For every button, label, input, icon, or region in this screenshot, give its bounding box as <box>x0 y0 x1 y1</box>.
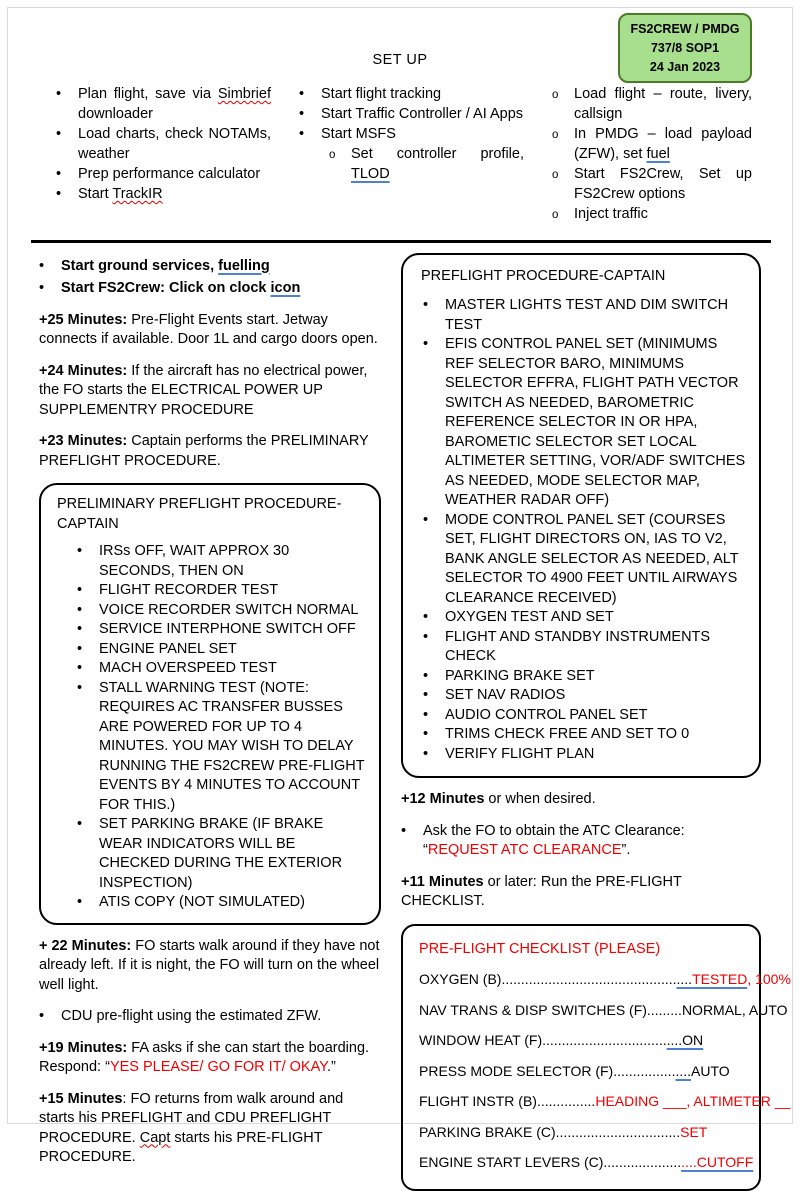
list-item-text <box>61 279 381 299</box>
text-run: ATIS COPY (NOT SIMULATED) <box>99 894 305 910</box>
bullet-disc-icon: • <box>39 257 45 274</box>
text-run: : FO returns from walk around and starts his PREFLIGHT and CDU PREFLIGHT PROCEDURE. <box>39 1090 344 1146</box>
text-run: AUTO <box>691 1062 730 1079</box>
text-run: ................................ <box>542 1032 667 1048</box>
list-item-text <box>574 124 752 164</box>
text-run: ENGINE START LEVERS (C) <box>419 1154 604 1170</box>
text-run: YES PLEASE/ GO FOR IT/ OKAY <box>109 1059 327 1075</box>
bullet-disc-icon: • <box>56 166 62 182</box>
procedure-item <box>55 815 367 893</box>
text-run: Start FS2Crew: Click on clock <box>61 280 271 296</box>
text-run: ......... <box>646 1001 682 1018</box>
text-run: FA asks if she can start the boarding. Respond: “ <box>39 1039 370 1075</box>
bullet-circle-icon: o <box>552 169 559 181</box>
text-run: , 100% <box>747 971 791 987</box>
text-run: MASTER LIGHTS TEST AND DIM SWITCH TEST <box>445 297 729 333</box>
list-item-text <box>99 542 367 581</box>
text-run: or when desired. <box>484 791 596 807</box>
link-text[interactable]: ....ON <box>666 1032 704 1048</box>
setup-column-3 <box>552 84 752 224</box>
text-run: ”. <box>621 842 631 858</box>
text-run: HEADING ___, ALTIMETER __ <box>595 1093 791 1109</box>
bullet-disc-icon: • <box>56 126 62 142</box>
text-run: SET NAV RADIOS <box>445 687 566 703</box>
checklist-rows <box>417 970 791 1173</box>
text-run: STALL WARNING TEST (NOTE: REQUIRES AC TRANSFER BUSSES ARE POWERED FOR UP TO 4 MINUTES. YOU MAY WISH TO DELAY RUNNING THE FS2CREW PRE-FLIGHT EVENTS BY 4 MINUTES TO ACCOUNT FOR THIS.) <box>99 679 365 813</box>
setup-item <box>56 84 271 124</box>
text-run: CDU pre-flight using the estimated ZFW. <box>61 1008 322 1024</box>
timeline-paragraph-19 <box>39 1039 381 1078</box>
text-run: SET <box>680 1123 708 1140</box>
text-run: Start Traffic Controller / AI Apps <box>321 106 524 122</box>
bullet-disc-icon: • <box>77 679 83 696</box>
text-run: Load charts, check NOTAMs, weather <box>78 126 271 162</box>
text-run: EFIS CONTROL PANEL SET (MINIMUMS REF SELECTOR BARO, MINIMUMS SELECTOR EFFRA, FLIGHT PATH VECTOR SWITCH AS NEEDED, BAROMETRIC REFERENCE SELECTOR IN OR HPA, BAROMETIC SELECTOR SET LOCAL ALTIMETER SETTING, VOR/ADF SWITCHES AS NEEDED, MODE SELECTOR MAP, WEATHER RADAR OFF) <box>445 336 746 508</box>
timeline-paragraph-23 <box>39 432 381 471</box>
list-item-text <box>445 511 747 609</box>
atc-clearance-list <box>401 822 761 861</box>
link-text[interactable]: ....CUTOFF <box>681 1154 754 1170</box>
badge-line-1: FS2CREW / PMDG <box>630 22 740 36</box>
list-item-text <box>61 257 381 277</box>
text-run: +24 Minutes: <box>39 362 128 379</box>
bullet-disc-icon: • <box>77 640 83 657</box>
setup-item <box>552 204 752 224</box>
text-run: Pre-Flight Events start. Jetway connects if available. Door 1L and cargo doors open. <box>39 311 378 347</box>
bullet-circle-icon: o <box>552 129 559 141</box>
bullet-disc-icon: • <box>39 280 45 296</box>
list-item-text <box>321 104 524 124</box>
bullet-disc-icon: • <box>77 543 83 559</box>
text-run: PARKING BRAKE (C) <box>419 1123 556 1140</box>
text-run: downloader <box>78 106 153 122</box>
text-run: WINDOW HEAT (F) <box>419 1032 543 1048</box>
text-run: FO starts walk around if they have not already left. If it is night, the FO will turn on the wheel well light. <box>39 937 380 993</box>
text-run: FLIGHT RECORDER TEST <box>99 582 279 598</box>
bullet-disc-icon: • <box>299 106 305 122</box>
setup-column-1 <box>56 84 271 224</box>
list-item-text <box>445 725 747 745</box>
list-item-text <box>99 679 367 816</box>
text-run: OXYGEN TEST AND SET <box>445 609 614 625</box>
text-run: FLIGHT AND STANDBY INSTRUMENTS CHECK <box>445 628 711 664</box>
setup-item <box>552 84 752 124</box>
text-run: VERIFY FLIGHT PLAN <box>445 745 595 762</box>
badge-line-2: 737/8 SOP1 <box>650 40 720 55</box>
text-run: NORMAL, AUTO <box>681 1001 788 1018</box>
bullet-disc-icon: • <box>423 609 429 625</box>
procedure-item <box>417 296 747 335</box>
checklist-row <box>419 970 791 990</box>
bullet-disc-icon: • <box>423 745 429 762</box>
list-item-text <box>99 601 367 621</box>
bullet-disc-icon: • <box>77 582 83 598</box>
preflight-checklist-box <box>401 924 791 1191</box>
text-run: Start ground services, <box>61 257 219 274</box>
section-divider <box>31 240 771 243</box>
bullet-disc-icon: • <box>56 86 62 102</box>
list-item-text <box>445 667 747 687</box>
text-run: Start flight tracking <box>321 86 442 102</box>
text-run: .” <box>326 1059 336 1075</box>
link-text[interactable]: .... <box>675 1062 692 1079</box>
bullet-circle-icon: o <box>552 209 559 221</box>
list-item-text <box>99 581 367 601</box>
bullet-disc-icon: • <box>77 816 83 832</box>
list-item-text <box>419 1063 730 1079</box>
text-run: Prep performance calculator <box>78 166 261 182</box>
checklist-row <box>419 1001 788 1021</box>
procedure-item <box>417 706 747 726</box>
list-item-text <box>445 335 747 511</box>
link-text[interactable]: fuelling <box>218 257 270 274</box>
text-run: ................ <box>613 1062 676 1079</box>
list-item-text <box>419 1032 703 1048</box>
checklist-row <box>419 1031 747 1051</box>
text-run: starts his PRE-FLIGHT PROCEDURE. <box>39 1129 323 1165</box>
procedure-item <box>55 601 367 621</box>
box-title: PRELIMINARY PREFLIGHT PROCEDURE-CAPTAIN <box>57 496 342 532</box>
action-item <box>39 1007 381 1027</box>
bullet-disc-icon: • <box>77 894 83 910</box>
text-run: Start FS2Crew, Set up FS2Crew options <box>574 166 752 202</box>
text-run: Set controller profile, <box>351 146 524 162</box>
timeline-paragraph-25 <box>39 311 381 350</box>
bullet-disc-icon: • <box>423 628 429 645</box>
text-run: Captain performs the PRELIMINARY PREFLIGHT PROCEDURE. <box>39 433 369 469</box>
text-run: ................................ <box>555 1123 681 1140</box>
procedure-item <box>417 667 747 687</box>
text-run: or later: Run the PRE-FLIGHT CHECKLIST. <box>401 873 682 909</box>
bullet-disc-icon: • <box>423 336 429 352</box>
text-run: AUDIO CONTROL PANEL SET <box>445 706 648 723</box>
list-item-text <box>423 822 761 861</box>
list-item-text <box>99 620 367 640</box>
bullet-disc-icon: • <box>423 726 429 742</box>
procedure-item <box>417 628 747 667</box>
list-item-text <box>78 164 271 184</box>
checklist-title: PRE-FLIGHT CHECKLIST (PLEASE) <box>419 940 661 957</box>
procedure-item <box>55 640 367 660</box>
setup-item <box>56 184 271 204</box>
procedure-item <box>55 893 367 913</box>
procedure-item <box>417 335 747 511</box>
text-run: Ask the FO to obtain the ATC Clearance: “ <box>423 822 685 858</box>
text-run: Capt <box>139 1129 171 1146</box>
list-item-text <box>61 1007 381 1027</box>
text-run: Plan flight, save via <box>78 86 218 102</box>
text-run: IRSs OFF, WAIT APPROX 30 SECONDS, THEN ON <box>99 543 290 579</box>
text-run: PRESS MODE SELECTOR (F) <box>419 1062 614 1079</box>
preliminary-procedure-list <box>55 542 367 913</box>
text-run: Start <box>78 186 113 202</box>
text-run: Simbrief <box>217 86 271 102</box>
action-item <box>39 257 381 277</box>
list-item-text <box>574 164 752 204</box>
text-run: Load flight – route, livery, callsign <box>574 86 752 122</box>
text-run: PARKING BRAKE SET <box>445 667 595 684</box>
list-item-text <box>99 640 367 660</box>
list-item-text <box>419 1154 753 1170</box>
setup-item <box>552 124 752 164</box>
list-item-text <box>445 706 747 726</box>
bullet-circle-icon: o <box>329 149 336 161</box>
text-run: ............... <box>536 1093 596 1109</box>
text-run: MODE CONTROL PANEL SET (COURSES SET, FLIGHT DIRECTORS ON, IAS TO V2, BANK ANGLE SELECTOR AS NEEDED, ALT SELECTOR TO 4900 FEET UNTIL AIRWAYS CLEARANCE RECEIVED) <box>445 511 739 606</box>
list-item-text <box>351 144 524 184</box>
procedure-item <box>55 542 367 581</box>
list-item-text <box>78 124 271 164</box>
list-item-text <box>99 893 367 913</box>
setup-item <box>299 124 524 144</box>
text-run: If the aircraft has no electrical power, the FO starts the ELECTRICAL POWER UP SUPPLEMENTRY PROCEDURE <box>39 362 368 418</box>
bullet-disc-icon: • <box>423 706 429 723</box>
text-run: In PMDG – load payload (ZFW), set <box>574 126 752 162</box>
text-run: MACH OVERSPEED TEST <box>99 660 277 676</box>
procedure-item <box>417 725 747 745</box>
checklist-row <box>419 1062 747 1082</box>
bullet-circle-icon: o <box>552 89 559 101</box>
list-item-text <box>321 84 524 104</box>
setup-item <box>299 84 524 104</box>
setup-column-2 <box>299 84 524 224</box>
bullet-disc-icon: • <box>56 186 62 202</box>
text-run: FLIGHT INSTR (B) <box>419 1093 537 1109</box>
setup-item <box>56 164 271 184</box>
timeline-paragraph-15 <box>39 1090 381 1168</box>
ground-actions-list <box>39 257 381 299</box>
main-section <box>8 253 792 1191</box>
text-run: Start MSFS <box>321 126 396 142</box>
action-item <box>39 279 381 299</box>
left-column <box>39 253 381 1191</box>
procedure-item <box>417 686 747 706</box>
list-item-text <box>445 608 747 628</box>
action-item <box>401 822 761 861</box>
preflight-procedure-box <box>401 253 761 779</box>
list-item-text <box>445 745 747 765</box>
link-text[interactable]: icon <box>270 280 301 296</box>
text-run: +15 Minutes <box>39 1090 123 1107</box>
right-column <box>401 253 791 1191</box>
link-text[interactable]: TLOD <box>351 166 390 182</box>
box-title: PREFLIGHT PROCEDURE-CAPTAIN <box>421 267 666 284</box>
text-run: + 22 Minutes: <box>39 937 132 954</box>
list-item-text <box>574 204 752 224</box>
list-item-text <box>78 184 271 204</box>
bullet-disc-icon: • <box>77 660 83 676</box>
text-run: +23 Minutes: <box>39 433 128 449</box>
list-item-text <box>99 815 367 893</box>
timeline-paragraph-22 <box>39 937 381 996</box>
list-item-text <box>445 628 747 667</box>
revision-badge <box>618 13 752 83</box>
setup-item <box>329 144 524 184</box>
list-item-text <box>419 1093 790 1109</box>
bullet-disc-icon: • <box>401 822 407 839</box>
text-run: TrackIR <box>112 186 163 202</box>
setup-item <box>299 104 524 124</box>
procedure-item <box>55 659 367 679</box>
list-item-text <box>445 686 747 706</box>
setup-item <box>56 124 271 164</box>
list-item-text <box>574 84 752 124</box>
page-title: SET UP <box>372 52 428 68</box>
text-run: SET PARKING BRAKE (IF BRAKE WEAR INDICATORS WILL BE CHECKED DURING THE EXTERIOR INSPECTION) <box>99 816 343 891</box>
bullet-disc-icon: • <box>299 126 305 142</box>
bullet-disc-icon: • <box>423 667 429 684</box>
text-run: +12 Minutes <box>401 791 485 807</box>
procedure-item <box>55 620 367 640</box>
preflight-procedure-list <box>417 296 747 764</box>
text-run: TRIMS CHECK FREE AND SET TO 0 <box>445 726 690 742</box>
list-item-text <box>445 296 747 335</box>
text-run: VOICE RECORDER SWITCH NORMAL <box>99 601 359 618</box>
badge-line-3: 24 Jan 2023 <box>649 59 721 74</box>
document-page <box>7 7 793 1170</box>
bullet-disc-icon: • <box>299 86 305 102</box>
list-item-text <box>419 1002 787 1018</box>
list-item-text <box>321 124 524 144</box>
list-item-text <box>78 84 271 124</box>
timeline-paragraph-11 <box>401 873 761 912</box>
list-item-text <box>419 971 791 987</box>
text-run: REQUEST ATC CLEARANCE <box>427 842 622 858</box>
text-run: SERVICE INTERPHONE SWITCH OFF <box>99 621 356 637</box>
procedure-item <box>417 608 747 628</box>
link-text[interactable]: fuel <box>646 146 670 162</box>
text-run: ENGINE PANEL SET <box>99 640 237 657</box>
bullet-disc-icon: • <box>423 687 429 703</box>
procedure-item <box>55 581 367 601</box>
text-run: OXYGEN (B) <box>419 971 502 987</box>
text-run: NAV TRANS & DISP SWITCHES (F) <box>419 1001 647 1018</box>
setup-section <box>8 84 792 224</box>
timeline-paragraph-24 <box>39 362 381 421</box>
checklist-row <box>419 1092 791 1112</box>
procedure-item <box>417 745 747 765</box>
checklist-row <box>419 1123 747 1143</box>
procedure-item <box>417 511 747 609</box>
cdu-preflight-list <box>39 1007 381 1027</box>
list-item-text <box>419 1124 707 1140</box>
checklist-row <box>419 1153 754 1173</box>
preliminary-preflight-box <box>39 483 381 925</box>
timeline-paragraph-12 <box>401 790 761 810</box>
list-item-text <box>99 659 367 679</box>
text-run: ............................................. <box>501 971 677 987</box>
text-run: Inject traffic <box>574 206 648 222</box>
bullet-disc-icon: • <box>423 511 429 528</box>
text-run: +19 Minutes: <box>39 1039 128 1056</box>
procedure-item <box>55 679 367 816</box>
bullet-disc-icon: • <box>77 601 83 618</box>
bullet-disc-icon: • <box>423 297 429 313</box>
link-text[interactable]: TESTED <box>692 971 748 987</box>
bullet-disc-icon: • <box>39 1008 45 1024</box>
setup-item <box>552 164 752 204</box>
text-run: .................... <box>603 1154 682 1170</box>
text-run: +25 Minutes: <box>39 311 128 328</box>
text-run: +11 Minutes <box>401 873 484 890</box>
bullet-disc-icon: • <box>77 621 83 637</box>
link-text[interactable]: .... <box>676 971 693 987</box>
